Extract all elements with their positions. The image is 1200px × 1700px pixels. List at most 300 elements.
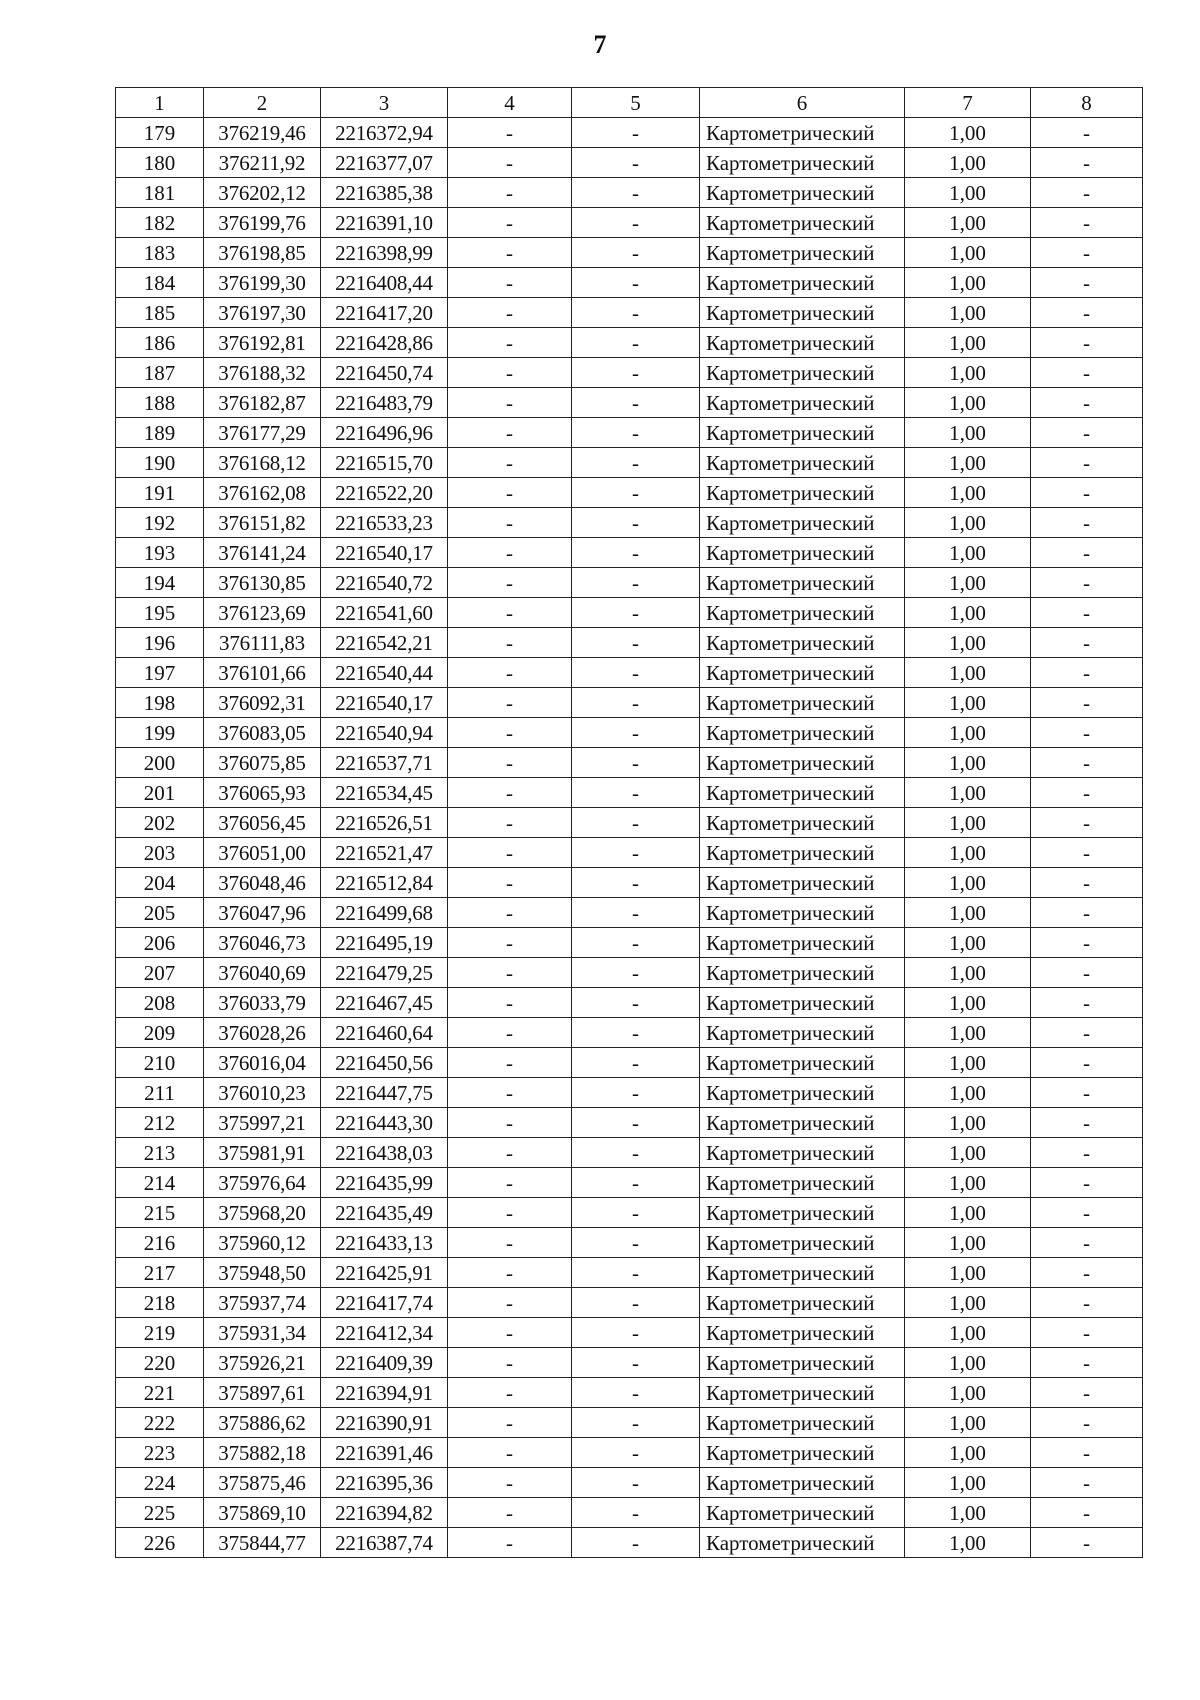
y-coordinate-cell: 2216443,30	[321, 1108, 448, 1138]
y-coordinate-cell: 2216540,17	[321, 538, 448, 568]
accuracy-cell: 1,00	[905, 988, 1031, 1018]
x-coordinate-cell: 376040,69	[204, 958, 321, 988]
col5-cell: -	[572, 808, 700, 838]
y-coordinate-cell: 2216394,91	[321, 1378, 448, 1408]
col5-cell: -	[572, 1168, 700, 1198]
y-coordinate-cell: 2216391,46	[321, 1438, 448, 1468]
table-row	[116, 268, 1143, 298]
point-number-cell: 179	[116, 118, 204, 148]
x-coordinate-cell: 375882,18	[204, 1438, 321, 1468]
y-coordinate-cell: 2216433,13	[321, 1228, 448, 1258]
y-coordinate-cell: 2216417,20	[321, 298, 448, 328]
col5-cell: -	[572, 358, 700, 388]
x-coordinate-cell: 376177,29	[204, 418, 321, 448]
col8-cell: -	[1031, 478, 1143, 508]
y-coordinate-cell: 2216540,72	[321, 568, 448, 598]
col5-cell: -	[572, 508, 700, 538]
page-number: 7	[593, 30, 607, 59]
point-number-cell: 189	[116, 418, 204, 448]
coordinates-table	[115, 87, 1143, 1558]
accuracy-cell: 1,00	[905, 718, 1031, 748]
y-coordinate-cell: 2216385,38	[321, 178, 448, 208]
x-coordinate-cell: 376046,73	[204, 928, 321, 958]
accuracy-cell: 1,00	[905, 178, 1031, 208]
col5-cell: -	[572, 328, 700, 358]
table-row	[116, 1138, 1143, 1168]
point-number-cell: 180	[116, 148, 204, 178]
point-number-cell: 208	[116, 988, 204, 1018]
point-number-cell: 187	[116, 358, 204, 388]
col5-cell: -	[572, 988, 700, 1018]
point-number-cell: 195	[116, 598, 204, 628]
point-number-cell: 193	[116, 538, 204, 568]
col4-cell: -	[448, 838, 572, 868]
accuracy-cell: 1,00	[905, 1438, 1031, 1468]
table-row	[116, 418, 1143, 448]
col4-cell: -	[448, 1228, 572, 1258]
method-cell: Картометрический	[700, 358, 905, 388]
col4-cell: -	[448, 1258, 572, 1288]
col4-cell: -	[448, 118, 572, 148]
method-cell: Картометрический	[700, 718, 905, 748]
table-row	[116, 808, 1143, 838]
y-coordinate-cell: 2216435,99	[321, 1168, 448, 1198]
col8-cell: -	[1031, 1258, 1143, 1288]
x-coordinate-cell: 376202,12	[204, 178, 321, 208]
accuracy-cell: 1,00	[905, 1288, 1031, 1318]
x-coordinate-cell: 376101,66	[204, 658, 321, 688]
y-coordinate-cell: 2216395,36	[321, 1468, 448, 1498]
x-coordinate-cell: 375844,77	[204, 1528, 321, 1558]
col5-cell: -	[572, 238, 700, 268]
method-cell: Картометрический	[700, 778, 905, 808]
x-coordinate-cell: 375968,20	[204, 1198, 321, 1228]
col4-cell: -	[448, 1438, 572, 1468]
x-coordinate-cell: 375875,46	[204, 1468, 321, 1498]
y-coordinate-cell: 2216417,74	[321, 1288, 448, 1318]
col5-cell: -	[572, 388, 700, 418]
point-number-cell: 220	[116, 1348, 204, 1378]
method-cell: Картометрический	[700, 508, 905, 538]
col4-cell: -	[448, 1498, 572, 1528]
col5-cell: -	[572, 418, 700, 448]
x-coordinate-cell: 376182,87	[204, 388, 321, 418]
method-cell: Картометрический	[700, 388, 905, 418]
point-number-cell: 219	[116, 1318, 204, 1348]
table-row	[116, 178, 1143, 208]
col8-cell: -	[1031, 1408, 1143, 1438]
col8-cell: -	[1031, 298, 1143, 328]
col4-cell: -	[448, 928, 572, 958]
method-cell: Картометрический	[700, 1408, 905, 1438]
x-coordinate-cell: 376211,92	[204, 148, 321, 178]
col4-cell: -	[448, 448, 572, 478]
accuracy-cell: 1,00	[905, 928, 1031, 958]
col4-cell: -	[448, 1468, 572, 1498]
col8-cell: -	[1031, 178, 1143, 208]
y-coordinate-cell: 2216479,25	[321, 958, 448, 988]
accuracy-cell: 1,00	[905, 868, 1031, 898]
accuracy-cell: 1,00	[905, 268, 1031, 298]
col8-cell: -	[1031, 508, 1143, 538]
method-cell: Картометрический	[700, 1108, 905, 1138]
x-coordinate-cell: 375897,61	[204, 1378, 321, 1408]
accuracy-cell: 1,00	[905, 298, 1031, 328]
x-coordinate-cell: 376197,30	[204, 298, 321, 328]
x-coordinate-cell: 375926,21	[204, 1348, 321, 1378]
accuracy-cell: 1,00	[905, 1318, 1031, 1348]
point-number-cell: 207	[116, 958, 204, 988]
col8-cell: -	[1031, 658, 1143, 688]
table-row	[116, 1258, 1143, 1288]
method-cell: Картометрический	[700, 958, 905, 988]
method-cell: Картометрический	[700, 1438, 905, 1468]
col8-cell: -	[1031, 1468, 1143, 1498]
col5-cell: -	[572, 688, 700, 718]
x-coordinate-cell: 376016,04	[204, 1048, 321, 1078]
table-row	[116, 1078, 1143, 1108]
method-cell: Картометрический	[700, 298, 905, 328]
point-number-cell: 196	[116, 628, 204, 658]
col8-cell: -	[1031, 1228, 1143, 1258]
table-row	[116, 568, 1143, 598]
col4-cell: -	[448, 388, 572, 418]
col4-cell: -	[448, 1168, 572, 1198]
method-cell: Картометрический	[700, 838, 905, 868]
x-coordinate-cell: 376151,82	[204, 508, 321, 538]
accuracy-cell: 1,00	[905, 1108, 1031, 1138]
table-row	[116, 478, 1143, 508]
table-row	[116, 1198, 1143, 1228]
x-coordinate-cell: 376141,24	[204, 538, 321, 568]
x-coordinate-cell: 376051,00	[204, 838, 321, 868]
accuracy-cell: 1,00	[905, 898, 1031, 928]
y-coordinate-cell: 2216540,17	[321, 688, 448, 718]
point-number-cell: 198	[116, 688, 204, 718]
col4-cell: -	[448, 1138, 572, 1168]
point-number-cell: 205	[116, 898, 204, 928]
col5-cell: -	[572, 1078, 700, 1108]
y-coordinate-cell: 2216425,91	[321, 1258, 448, 1288]
header-cell: 5	[572, 88, 700, 118]
col4-cell: -	[448, 628, 572, 658]
x-coordinate-cell: 376219,46	[204, 118, 321, 148]
accuracy-cell: 1,00	[905, 1348, 1031, 1378]
y-coordinate-cell: 2216408,44	[321, 268, 448, 298]
method-cell: Картометрический	[700, 568, 905, 598]
method-cell: Картометрический	[700, 988, 905, 1018]
header-cell: 8	[1031, 88, 1143, 118]
point-number-cell: 222	[116, 1408, 204, 1438]
y-coordinate-cell: 2216428,86	[321, 328, 448, 358]
method-cell: Картометрический	[700, 898, 905, 928]
col8-cell: -	[1031, 1288, 1143, 1318]
x-coordinate-cell: 376199,30	[204, 268, 321, 298]
col5-cell: -	[572, 748, 700, 778]
col5-cell: -	[572, 1288, 700, 1318]
x-coordinate-cell: 376168,12	[204, 448, 321, 478]
accuracy-cell: 1,00	[905, 1168, 1031, 1198]
point-number-cell: 183	[116, 238, 204, 268]
table-row	[116, 598, 1143, 628]
y-coordinate-cell: 2216467,45	[321, 988, 448, 1018]
method-cell: Картометрический	[700, 118, 905, 148]
accuracy-cell: 1,00	[905, 328, 1031, 358]
col8-cell: -	[1031, 778, 1143, 808]
point-number-cell: 182	[116, 208, 204, 238]
col4-cell: -	[448, 568, 572, 598]
x-coordinate-cell: 375886,62	[204, 1408, 321, 1438]
col8-cell: -	[1031, 598, 1143, 628]
col8-cell: -	[1031, 868, 1143, 898]
accuracy-cell: 1,00	[905, 508, 1031, 538]
point-number-cell: 211	[116, 1078, 204, 1108]
table-row	[116, 1348, 1143, 1378]
col4-cell: -	[448, 1108, 572, 1138]
point-number-cell: 213	[116, 1138, 204, 1168]
col4-cell: -	[448, 298, 572, 328]
col4-cell: -	[448, 598, 572, 628]
col4-cell: -	[448, 238, 572, 268]
y-coordinate-cell: 2216542,21	[321, 628, 448, 658]
method-cell: Картометрический	[700, 1198, 905, 1228]
point-number-cell: 209	[116, 1018, 204, 1048]
point-number-cell: 212	[116, 1108, 204, 1138]
x-coordinate-cell: 375869,10	[204, 1498, 321, 1528]
table-row	[116, 718, 1143, 748]
col5-cell: -	[572, 718, 700, 748]
col4-cell: -	[448, 148, 572, 178]
point-number-cell: 223	[116, 1438, 204, 1468]
col5-cell: -	[572, 628, 700, 658]
col8-cell: -	[1031, 1498, 1143, 1528]
accuracy-cell: 1,00	[905, 1378, 1031, 1408]
x-coordinate-cell: 375960,12	[204, 1228, 321, 1258]
x-coordinate-cell: 376083,05	[204, 718, 321, 748]
col5-cell: -	[572, 1108, 700, 1138]
col4-cell: -	[448, 478, 572, 508]
accuracy-cell: 1,00	[905, 1408, 1031, 1438]
table-row	[116, 928, 1143, 958]
col5-cell: -	[572, 1018, 700, 1048]
x-coordinate-cell: 376092,31	[204, 688, 321, 718]
method-cell: Картометрический	[700, 868, 905, 898]
point-number-cell: 192	[116, 508, 204, 538]
accuracy-cell: 1,00	[905, 1078, 1031, 1108]
method-cell: Картометрический	[700, 448, 905, 478]
y-coordinate-cell: 2216377,07	[321, 148, 448, 178]
col5-cell: -	[572, 178, 700, 208]
point-number-cell: 201	[116, 778, 204, 808]
col8-cell: -	[1031, 988, 1143, 1018]
y-coordinate-cell: 2216447,75	[321, 1078, 448, 1108]
col8-cell: -	[1031, 898, 1143, 928]
col5-cell: -	[572, 448, 700, 478]
table-row	[116, 1498, 1143, 1528]
col5-cell: -	[572, 268, 700, 298]
y-coordinate-cell: 2216450,56	[321, 1048, 448, 1078]
table-header-row	[116, 88, 1143, 118]
method-cell: Картометрический	[700, 598, 905, 628]
col5-cell: -	[572, 1228, 700, 1258]
y-coordinate-cell: 2216391,10	[321, 208, 448, 238]
col8-cell: -	[1031, 718, 1143, 748]
y-coordinate-cell: 2216460,64	[321, 1018, 448, 1048]
table-row	[116, 238, 1143, 268]
col5-cell: -	[572, 118, 700, 148]
y-coordinate-cell: 2216499,68	[321, 898, 448, 928]
y-coordinate-cell: 2216435,49	[321, 1198, 448, 1228]
method-cell: Картометрический	[700, 268, 905, 298]
accuracy-cell: 1,00	[905, 1198, 1031, 1228]
y-coordinate-cell: 2216534,45	[321, 778, 448, 808]
col5-cell: -	[572, 1378, 700, 1408]
point-number-cell: 217	[116, 1258, 204, 1288]
accuracy-cell: 1,00	[905, 148, 1031, 178]
x-coordinate-cell: 376047,96	[204, 898, 321, 928]
col4-cell: -	[448, 208, 572, 238]
col5-cell: -	[572, 538, 700, 568]
accuracy-cell: 1,00	[905, 808, 1031, 838]
accuracy-cell: 1,00	[905, 958, 1031, 988]
x-coordinate-cell: 376048,46	[204, 868, 321, 898]
y-coordinate-cell: 2216372,94	[321, 118, 448, 148]
accuracy-cell: 1,00	[905, 1258, 1031, 1288]
col4-cell: -	[448, 658, 572, 688]
header-cell: 4	[448, 88, 572, 118]
header-cell: 3	[321, 88, 448, 118]
table-row	[116, 748, 1143, 778]
point-number-cell: 184	[116, 268, 204, 298]
method-cell: Картометрический	[700, 1018, 905, 1048]
col8-cell: -	[1031, 1018, 1143, 1048]
x-coordinate-cell: 376065,93	[204, 778, 321, 808]
col4-cell: -	[448, 1078, 572, 1108]
table-row	[116, 1018, 1143, 1048]
col8-cell: -	[1031, 1198, 1143, 1228]
table-row	[116, 1048, 1143, 1078]
col8-cell: -	[1031, 1078, 1143, 1108]
table-row	[116, 1468, 1143, 1498]
y-coordinate-cell: 2216526,51	[321, 808, 448, 838]
col8-cell: -	[1031, 1378, 1143, 1408]
col4-cell: -	[448, 418, 572, 448]
col8-cell: -	[1031, 1048, 1143, 1078]
table-row	[116, 1408, 1143, 1438]
accuracy-cell: 1,00	[905, 1138, 1031, 1168]
accuracy-cell: 1,00	[905, 238, 1031, 268]
col5-cell: -	[572, 1468, 700, 1498]
col4-cell: -	[448, 1018, 572, 1048]
col5-cell: -	[572, 1348, 700, 1378]
table-row	[116, 1108, 1143, 1138]
x-coordinate-cell: 376111,83	[204, 628, 321, 658]
accuracy-cell: 1,00	[905, 1048, 1031, 1078]
col8-cell: -	[1031, 538, 1143, 568]
col4-cell: -	[448, 718, 572, 748]
y-coordinate-cell: 2216398,99	[321, 238, 448, 268]
col8-cell: -	[1031, 208, 1143, 238]
method-cell: Картометрический	[700, 1378, 905, 1408]
col5-cell: -	[572, 1318, 700, 1348]
table-row	[116, 1378, 1143, 1408]
col8-cell: -	[1031, 808, 1143, 838]
method-cell: Картометрический	[700, 1468, 905, 1498]
accuracy-cell: 1,00	[905, 598, 1031, 628]
col5-cell: -	[572, 598, 700, 628]
col4-cell: -	[448, 358, 572, 388]
point-number-cell: 215	[116, 1198, 204, 1228]
x-coordinate-cell: 375931,34	[204, 1318, 321, 1348]
table-row	[116, 358, 1143, 388]
col8-cell: -	[1031, 118, 1143, 148]
y-coordinate-cell: 2216450,74	[321, 358, 448, 388]
y-coordinate-cell: 2216438,03	[321, 1138, 448, 1168]
y-coordinate-cell: 2216533,23	[321, 508, 448, 538]
point-number-cell: 186	[116, 328, 204, 358]
col5-cell: -	[572, 568, 700, 598]
point-number-cell: 181	[116, 178, 204, 208]
accuracy-cell: 1,00	[905, 358, 1031, 388]
table-row	[116, 838, 1143, 868]
col5-cell: -	[572, 1438, 700, 1468]
point-number-cell: 185	[116, 298, 204, 328]
method-cell: Картометрический	[700, 688, 905, 718]
x-coordinate-cell: 376188,32	[204, 358, 321, 388]
table-row	[116, 298, 1143, 328]
col5-cell: -	[572, 1498, 700, 1528]
method-cell: Картометрический	[700, 328, 905, 358]
y-coordinate-cell: 2216483,79	[321, 388, 448, 418]
col5-cell: -	[572, 1258, 700, 1288]
col5-cell: -	[572, 298, 700, 328]
x-coordinate-cell: 375981,91	[204, 1138, 321, 1168]
header-cell: 1	[116, 88, 204, 118]
table-row	[116, 958, 1143, 988]
col8-cell: -	[1031, 238, 1143, 268]
col4-cell: -	[448, 958, 572, 988]
method-cell: Картометрический	[700, 178, 905, 208]
col8-cell: -	[1031, 1528, 1143, 1558]
table-row	[116, 898, 1143, 928]
col4-cell: -	[448, 808, 572, 838]
col5-cell: -	[572, 1198, 700, 1228]
table-row	[116, 988, 1143, 1018]
accuracy-cell: 1,00	[905, 1468, 1031, 1498]
accuracy-cell: 1,00	[905, 1018, 1031, 1048]
x-coordinate-cell: 376192,81	[204, 328, 321, 358]
x-coordinate-cell: 376033,79	[204, 988, 321, 1018]
col5-cell: -	[572, 1408, 700, 1438]
col5-cell: -	[572, 898, 700, 928]
method-cell: Картометрический	[700, 628, 905, 658]
y-coordinate-cell: 2216541,60	[321, 598, 448, 628]
point-number-cell: 204	[116, 868, 204, 898]
col5-cell: -	[572, 778, 700, 808]
method-cell: Картометрический	[700, 1078, 905, 1108]
point-number-cell: 200	[116, 748, 204, 778]
col8-cell: -	[1031, 628, 1143, 658]
table-row	[116, 1438, 1143, 1468]
col8-cell: -	[1031, 358, 1143, 388]
col5-cell: -	[572, 868, 700, 898]
col4-cell: -	[448, 328, 572, 358]
y-coordinate-cell: 2216387,74	[321, 1528, 448, 1558]
accuracy-cell: 1,00	[905, 1228, 1031, 1258]
method-cell: Картометрический	[700, 1528, 905, 1558]
accuracy-cell: 1,00	[905, 778, 1031, 808]
col8-cell: -	[1031, 568, 1143, 598]
